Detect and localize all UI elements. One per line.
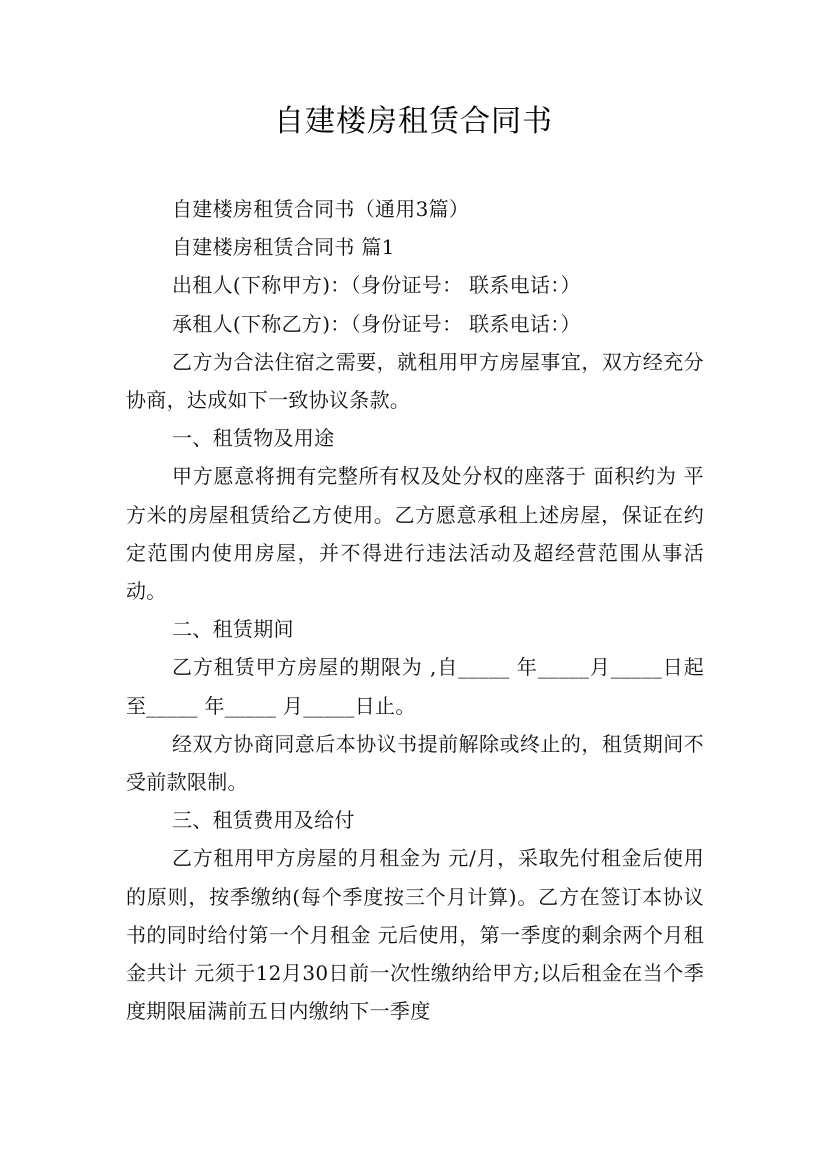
clause-paragraph-2b: 经双方协商同意后本协议书提前解除或终止的，租赁期间不受前款限制。 [126,731,704,795]
document-body [126,190,704,1030]
document-title: 自建楼房租赁合同书 [274,104,553,139]
section-heading-article-1: 自建楼房租赁合同书 篇1 [172,235,395,260]
clause-paragraph-1: 甲方愿意将拥有完整所有权及处分权的座落于 面积约为 平方米的房屋租赁给乙方使用。乙方愿意承租上述房屋，保证在约定范围内使用房屋，并不得进行违法活动及超经营范围从事活动。 [126,464,704,604]
clause-heading-1: 一、租赁物及用途 [172,426,335,451]
clause-paragraph-3: 乙方租用甲方房屋的月租金为 元/月，采取先付租金后使用的原则，按季缴纳(每个季度按三个月计算)。乙方在签订本协议书的同时给付第一个月租金 元后使用，第一季度的剩余两个月租金共计 元须于12月30日前一次性缴纳给甲方;以后租金在当个季度期限届满前五日内缴纳下一季度 [126,846,704,1024]
clause-heading-3: 三、租赁费用及给付 [172,808,355,833]
subtitle-line: 自建楼房租赁合同书（通用3篇） [172,197,470,221]
intro-paragraph: 乙方为合法住宿之需要，就租用甲方房屋事宜，双方经充分协商，达成如下一致协议条款。 [126,349,704,413]
clause-heading-2: 二、租赁期间 [172,617,294,642]
lessor-line: 出租人(下称甲方)：（身份证号： 联系电话：） [172,273,581,298]
lessee-line: 承租人(下称乙方)：（身份证号： 联系电话：） [172,311,581,336]
clause-paragraph-2a: 乙方租赁甲方房屋的期限为 ,自_____ 年_____月_____日起至_____ 年_____ 月_____日止。 [126,655,704,718]
